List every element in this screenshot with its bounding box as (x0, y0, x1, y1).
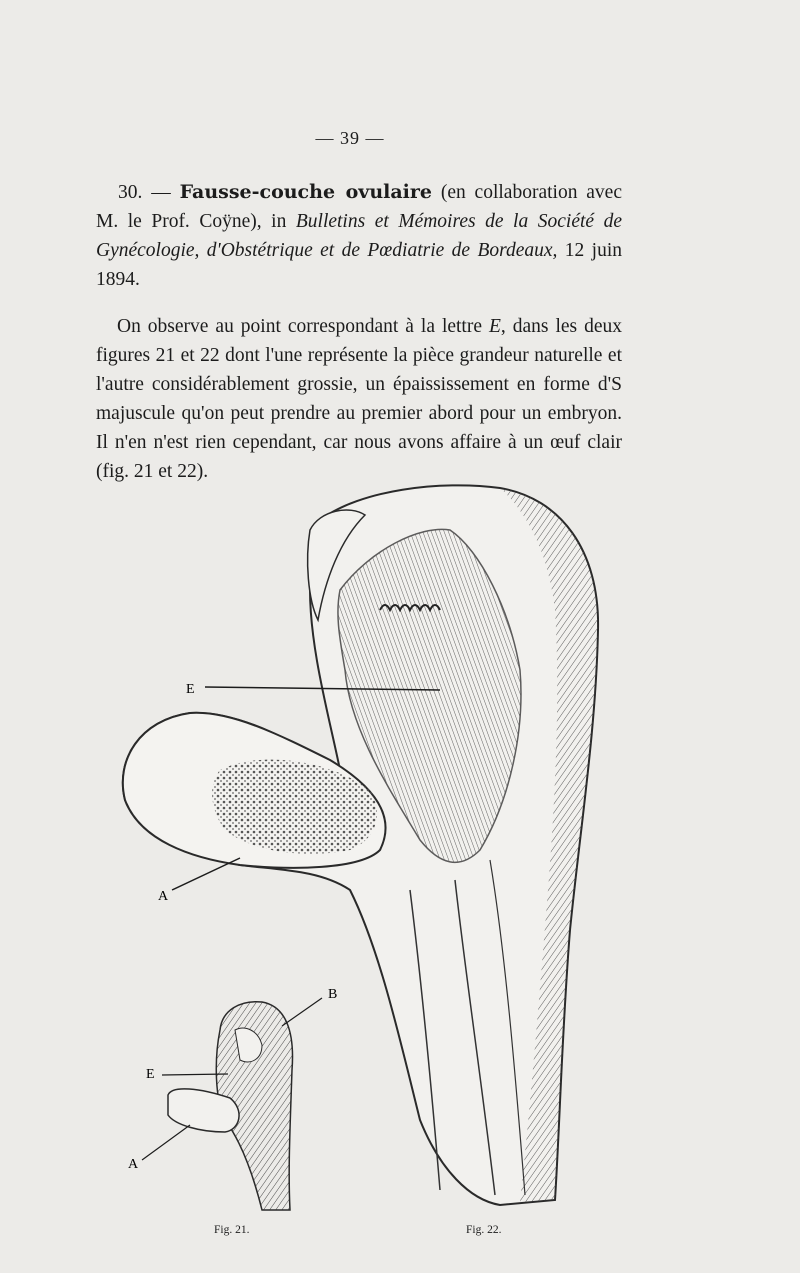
entry-journal: Bulletins et Mémoires de la Société de Gynécologie, d'Obstétrique et de Pœdiatrie de Bordeaux, (96, 211, 622, 261)
figure-21-label-b: B (328, 987, 338, 1002)
figure-21-drawing (168, 1002, 293, 1210)
paragraph-letter: E (488, 316, 501, 337)
entry-title: Fausse-couche ovulaire (179, 181, 432, 203)
figure-21-label-e: E (146, 1067, 155, 1082)
entry-number: 30. (118, 182, 143, 203)
figure-21-label-a: A (128, 1157, 139, 1172)
page-number: — 39 — (315, 128, 385, 148)
paragraph-text-end: , dans les deux figures 21 et 22 dont l'une représente la pièce grandeur naturelle et l'autre considérablement grossie, un épaississement en forme d'S majuscule qu'on peut prendre au premier abord pour un embryon. Il n'en n'est rien cependant, car nous avons affaire à un œuf clair (fig. 21 et 22). (96, 316, 623, 482)
entry-date: 12 juin 1894. (96, 240, 622, 290)
figure-22-pointer-a (172, 858, 240, 890)
figures-illustration (0, 470, 800, 1230)
description-paragraph (96, 312, 622, 486)
entry-text: (en collaboration avec M. le Prof. Coÿne), in (96, 182, 622, 232)
figure-22-caption: Fig. 22. (466, 1224, 502, 1236)
figure-21-pointer-a (142, 1125, 190, 1160)
paragraph-text-start: On observe au point correspondant à la lettre (117, 316, 489, 337)
figure-21-caption: Fig. 21. (214, 1224, 250, 1236)
entry-dash: — (142, 182, 180, 203)
figure-21-pointer-b (282, 998, 322, 1026)
figure-22-label-e: E (186, 682, 195, 697)
figure-22-label-a: A (158, 889, 169, 904)
bibliography-entry (96, 178, 622, 294)
